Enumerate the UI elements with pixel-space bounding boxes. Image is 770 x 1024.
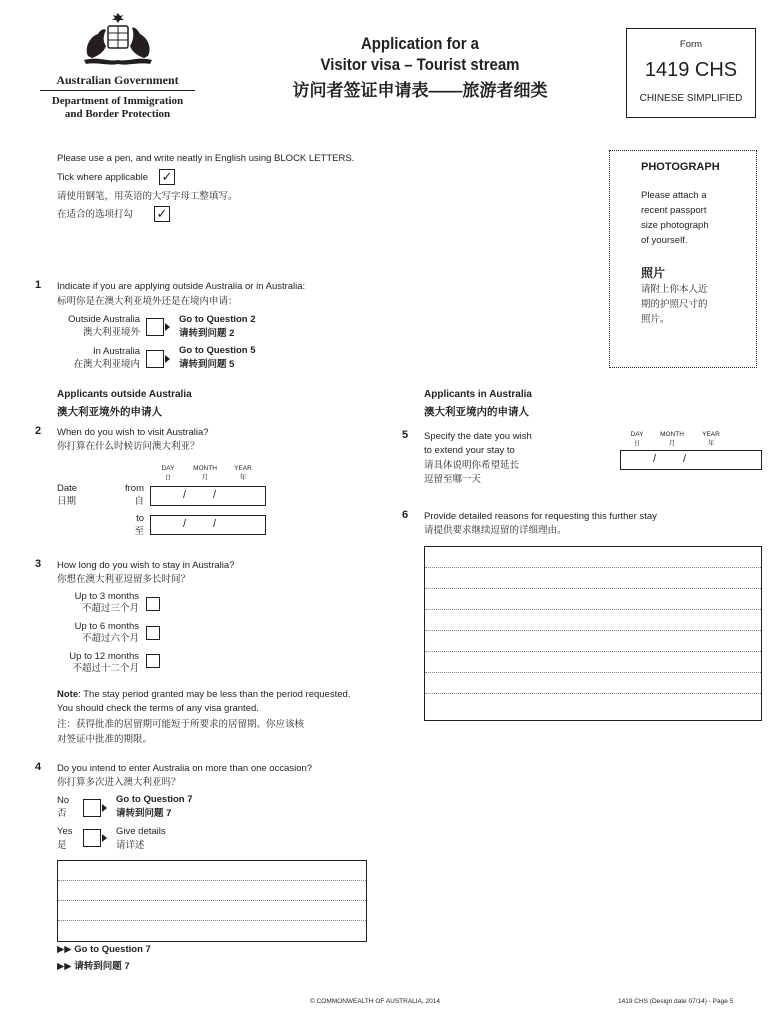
q3-12-months-checkbox[interactable]	[146, 654, 160, 668]
q5-year-header: YEAR 年	[702, 431, 720, 447]
question-1-text: Indicate if you are applying outside Australia or in Australia:	[57, 281, 306, 292]
question-6-text: Provide detailed reasons for requesting this further stay	[424, 511, 657, 522]
form-label: Form	[679, 39, 703, 50]
q3-note-zh-line2: 对签证中批准的期限。	[57, 734, 153, 745]
q4-no-goto: Go to Question 7	[116, 794, 193, 805]
question-5-number: 5	[402, 429, 409, 441]
government-name: Australian Government	[56, 73, 179, 87]
q2-to-label: to	[136, 513, 144, 524]
q4-yes-label: Yes	[57, 826, 73, 837]
q3-note-zh: 注：获得批准的居留期可能短于所要求的居留期。你应该核	[57, 719, 305, 730]
q4-yes-checkbox[interactable]	[83, 829, 107, 847]
q3-option-12-months: Up to 12 months	[69, 651, 139, 662]
footer-page-info: 1419 CHS (Design date 07/14) - Page 5	[618, 998, 734, 1005]
question-5-text-line2: to extend your stay to	[424, 445, 515, 456]
photo-title-zh: 照片	[641, 266, 666, 280]
question-6-number: 6	[402, 509, 409, 521]
department-name-line2: and Border Protection	[64, 108, 171, 120]
outside-section-heading-zh: 澳大利亚境外的申请人	[57, 406, 162, 418]
inside-section-heading-zh: 澳大利亚境内的申请人	[424, 406, 529, 418]
question-4-text: Do you intend to enter Australia on more than one occasion?	[57, 763, 313, 774]
q2-year-header: YEAR 年	[234, 465, 252, 481]
q4-details-field[interactable]	[57, 860, 367, 942]
question-5-text-zh: 请具体说明你希望延长	[424, 460, 520, 471]
q3-note: Note: The stay period granted may be less than the period requested.	[57, 689, 351, 700]
q1-outside-label: Outside Australia	[68, 314, 140, 325]
q4-no-label: No	[57, 795, 70, 806]
q1-inside-label-zh: 在澳大利亚境内	[73, 359, 140, 370]
form-title-zh: 访问者签证申请表——旅游者细类	[292, 81, 548, 100]
photo-title: PHOTOGRAPH	[641, 161, 720, 173]
q2-from-label: from	[125, 483, 144, 494]
q4-no-checkbox[interactable]	[83, 799, 107, 817]
department-name-line1: Department of Immigration	[51, 95, 184, 107]
q4-no-label-zh: 否	[57, 808, 67, 819]
q2-date-label: Date	[57, 483, 78, 494]
question-2-number: 2	[35, 425, 42, 437]
intro-instruction: Please use a pen, and write neatly in English using BLOCK LETTERS.	[57, 153, 355, 164]
q5-day-header: DAY 日	[630, 431, 644, 447]
q2-to-label-zh: 至	[134, 526, 144, 537]
double-arrow-icon: ▶▶	[57, 944, 75, 955]
form-number: 1419 CHS	[644, 59, 738, 81]
q3-option-3-months: Up to 3 months	[74, 591, 139, 602]
intro-instruction-zh: 请使用钢笔，用英语的大写字母工整填写。	[57, 191, 238, 202]
q5-month-header: MONTH 月	[660, 431, 684, 447]
tick-example-box-zh: ✓	[154, 206, 170, 222]
footer-copyright: © COMMONWEALTH OF AUSTRALIA, 2014	[310, 998, 440, 1005]
q4-goto-question-7: ▶▶ Go to Question 7	[57, 944, 151, 955]
q3-6-months-checkbox[interactable]	[146, 626, 160, 640]
coat-of-arms-logo	[78, 12, 158, 68]
form-title-line1: Application for a	[360, 34, 480, 53]
photo-instruction-zh-2: 期的护照尺寸的	[641, 299, 708, 310]
q4-no-goto-zh: 请转到问题 7	[116, 808, 172, 819]
photo-instruction-zh-1: 请附上你本人近	[641, 284, 708, 295]
tick-instruction: Tick where applicable	[57, 172, 148, 183]
q3-option-6-months: Up to 6 months	[74, 621, 139, 632]
question-6-text-zh: 请提供要求继续逗留的详细理由。	[424, 525, 567, 536]
q1-inside-goto-zh: 请转到问题 5	[179, 359, 235, 370]
question-4-text-zh: 你打算多次进入澳大利亚吗？	[57, 777, 181, 788]
question-5-text: Specify the date you wish	[424, 431, 532, 442]
photo-instruction-zh-3: 照片。	[641, 314, 670, 325]
question-1-number: 1	[35, 279, 42, 291]
form-title-line2: Visitor visa – Tourist stream	[320, 55, 520, 74]
photo-instruction-4: of yourself.	[641, 235, 688, 246]
photo-instruction-1: Please attach a	[641, 190, 707, 201]
q5-date-field[interactable]: / /	[620, 450, 762, 470]
question-3-text-zh: 你想在澳大利亚逗留多长时间？	[57, 574, 191, 585]
q3-option-6-months-zh: 不超过六个月	[81, 633, 139, 644]
question-2-text-zh: 你打算在什么时候访问澳大利亚？	[57, 441, 200, 452]
q2-from-date-field[interactable]: / /	[150, 486, 266, 506]
question-3-number: 3	[35, 558, 42, 570]
q4-yes-detail-zh: 请详述	[116, 840, 145, 851]
q4-yes-detail: Give details	[116, 826, 166, 837]
q3-note-line2: You should check the terms of any visa granted.	[57, 703, 259, 714]
q3-option-12-months-zh: 不超过十二个月	[72, 663, 139, 674]
photo-instruction-2: recent passport	[641, 205, 707, 216]
q2-month-header: MONTH 月	[193, 465, 217, 481]
question-5-text-zh-line2: 逗留至哪一天	[424, 474, 482, 485]
outside-section-heading: Applicants outside Australia	[57, 389, 192, 400]
q2-day-header: DAY 日	[161, 465, 175, 481]
q4-yes-label-zh: 是	[57, 840, 67, 851]
question-3-text: How long do you wish to stay in Australia?	[57, 560, 235, 571]
photograph-box[interactable]	[609, 150, 757, 368]
q6-reasons-field[interactable]	[424, 546, 762, 721]
q1-inside-goto: Go to Question 5	[179, 345, 256, 356]
q1-inside-label: In Australia	[93, 346, 140, 357]
q1-outside-goto: Go to Question 2	[179, 314, 256, 325]
q3-3-months-checkbox[interactable]	[146, 597, 160, 611]
q2-date-label-zh: 日期	[57, 496, 77, 507]
q3-option-3-months-zh: 不超过三个月	[81, 603, 139, 614]
tick-example-box: ✓	[159, 169, 175, 185]
q2-to-date-field[interactable]: / /	[150, 515, 266, 535]
inside-section-heading: Applicants in Australia	[424, 389, 532, 400]
photo-instruction-3: size photograph	[641, 220, 709, 231]
tick-instruction-zh: 在适合的选项打勾	[57, 209, 134, 220]
double-arrow-icon: ▶▶	[57, 961, 75, 972]
q4-goto-question-7-zh: ▶▶ 请转到问题 7	[57, 961, 130, 972]
question-4-number: 4	[35, 761, 42, 773]
q1-outside-goto-zh: 请转到问题 2	[179, 328, 235, 339]
form-id-box	[626, 28, 756, 118]
q1-outside-checkbox[interactable]	[146, 318, 170, 336]
q2-from-label-zh: 自	[134, 496, 144, 507]
question-1-text-zh: 标明你是在澳大利亚境外还是在境内申请：	[57, 296, 238, 307]
question-2-text: When do you wish to visit Australia?	[57, 427, 209, 438]
q1-outside-label-zh: 澳大利亚境外	[82, 327, 140, 338]
q1-inside-checkbox[interactable]	[146, 350, 170, 368]
form-language: CHINESE SIMPLIFIED	[639, 93, 743, 104]
